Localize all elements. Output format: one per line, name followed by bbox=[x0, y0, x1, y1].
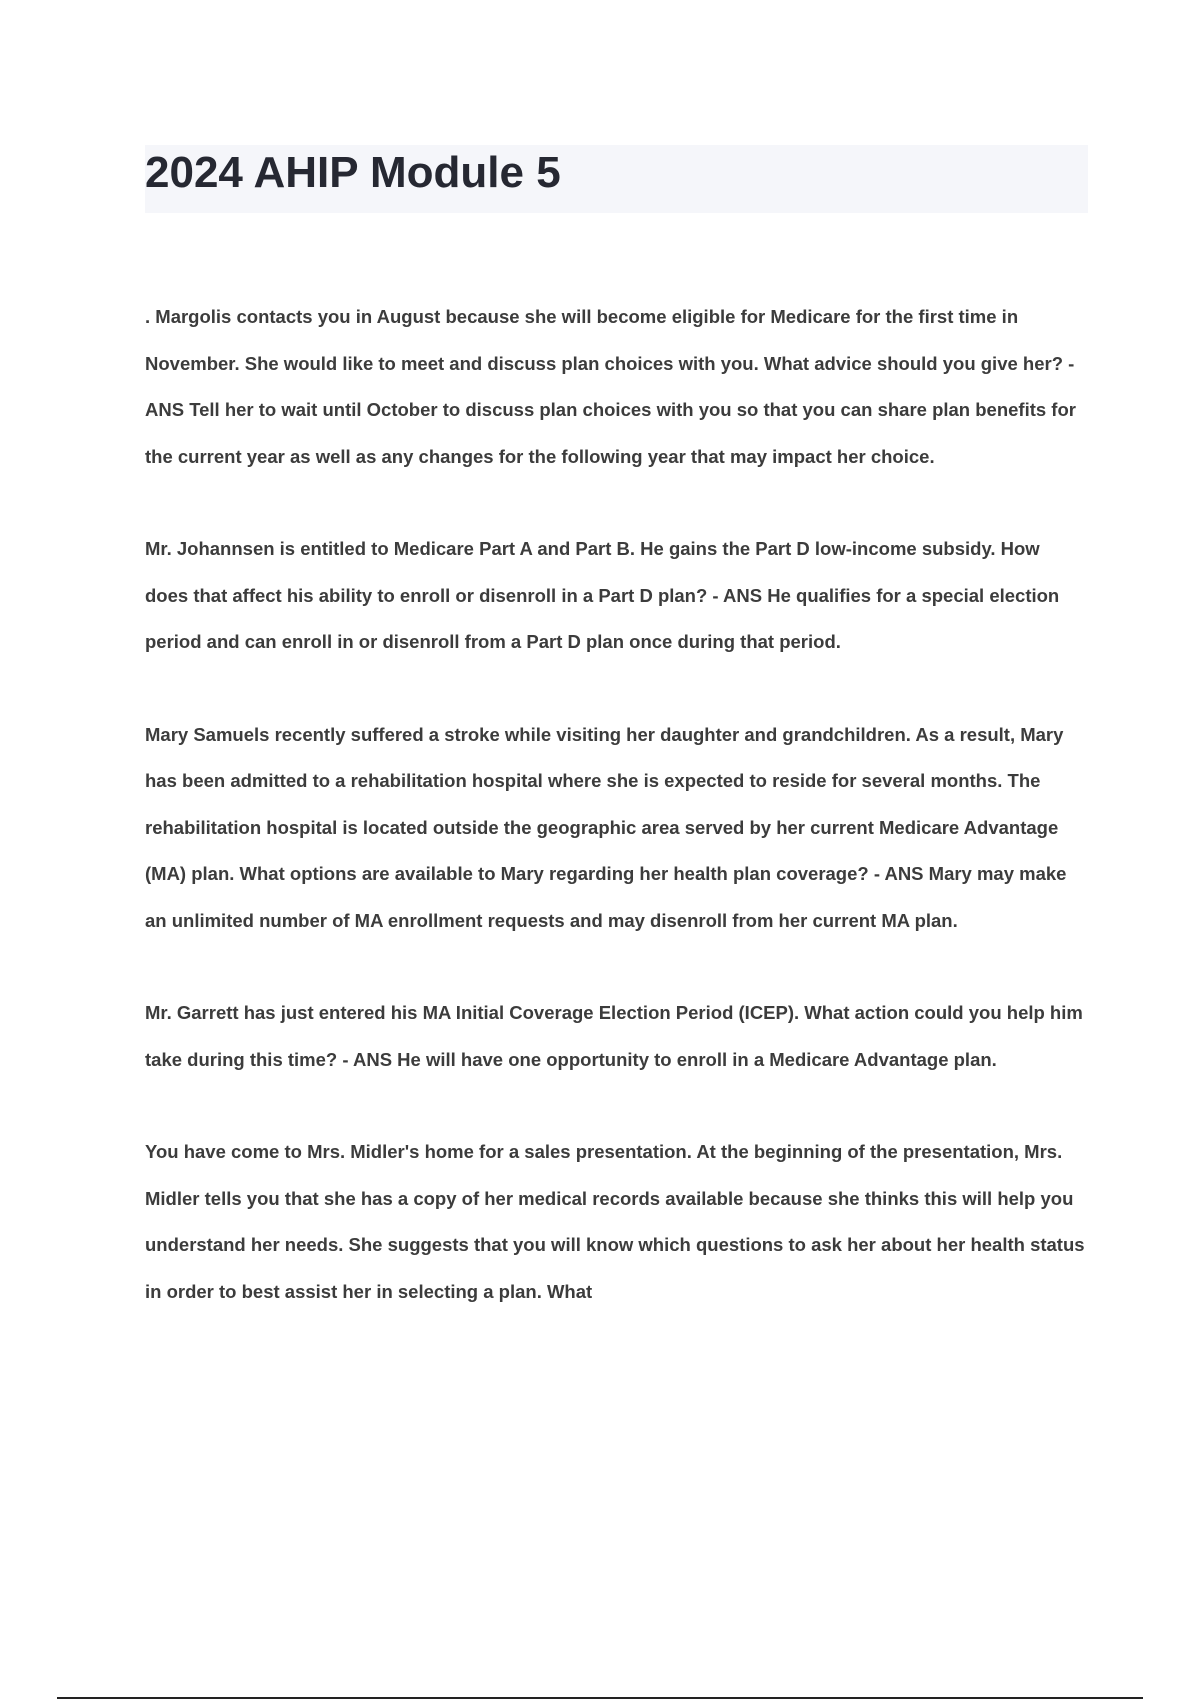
qa-item-5 bbox=[145, 1129, 1085, 1315]
question-text: . Margolis contacts you in August because she will become eligible for Medicare for the first time in November. She would like to meet and discuss plan choices with you. What advice should you give her? bbox=[145, 306, 1064, 374]
qa-list bbox=[145, 294, 1085, 1361]
qa-item-4 bbox=[145, 990, 1085, 1083]
answer-text: - ANS Tell her to wait until October to discuss plan choices with you so that you can share plan benefits for the current year as well as any changes for the following year that may impact her choice. bbox=[145, 352, 1076, 467]
qa-item-2 bbox=[145, 526, 1085, 666]
footer-divider bbox=[57, 1697, 1143, 1699]
qa-item-1 bbox=[145, 294, 1085, 480]
answer-text: - ANS He will have one opportunity to enroll in a Medicare Advantage plan. bbox=[342, 1048, 997, 1070]
qa-item-3 bbox=[145, 712, 1085, 945]
answer-text: - ANS He qualifies for a special election period and can enroll in or disenroll from a Part D plan once during that period. bbox=[145, 584, 1060, 652]
answer-text: - ANS Mary may make an unlimited number of MA enrollment requests and may disenroll from her current MA plan. bbox=[145, 863, 1067, 931]
question-text: Mr. Johannsen is entitled to Medicare Part A and Part B. He gains the Part D low-income subsidy. How does that affect his ability to enroll or disenroll in a Part D plan? bbox=[145, 538, 1040, 606]
question-text: Mr. Garrett has just entered his MA Initial Coverage Election Period (ICEP). What action could you help him take during this time? bbox=[145, 1002, 1083, 1070]
question-text: Mary Samuels recently suffered a stroke while visiting her daughter and grandchildren. As a result, Mary has been admitted to a rehabilitation hospital where she is expected to reside for several months. The rehabilitation hospital is located outside the geographic area served by her current Medicare Advantage (MA) plan. What options are available to Mary regarding her health plan coverage? bbox=[145, 723, 1064, 884]
question-text: You have come to Mrs. Midler's home for a sales presentation. At the beginning of the presentation, Mrs. Midler tells you that she has a copy of her medical records available because she thinks this will help you understand her needs. She suggests that you will know which questions to ask her about her health status in order to best assist her in selecting a plan. What bbox=[145, 1141, 1085, 1302]
document-title: 2024 AHIP Module 5 bbox=[145, 148, 561, 197]
